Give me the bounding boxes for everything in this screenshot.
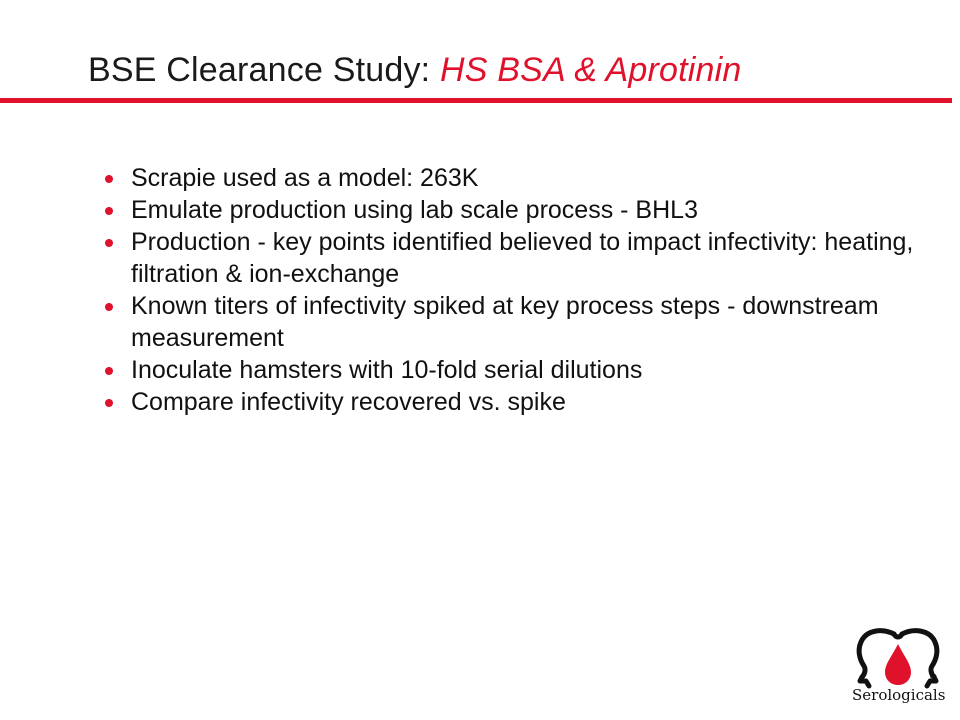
bullet-text: Known titers of infectivity spiked at key process steps - downstream measurement [131,292,879,352]
bullet-dot-icon [105,367,113,375]
bullet-text: Compare infectivity recovered vs. spike [131,388,566,416]
bullet-list [102,162,922,418]
bullet-item [102,162,922,194]
bullet-dot-icon [105,175,113,183]
bullet-dot-icon [105,239,113,247]
registered-mark: ® [930,672,937,682]
slide-title-accent: HS BSA & Aprotinin [439,51,742,89]
title-divider [0,98,952,103]
slide-title [88,48,742,92]
bullet-item [102,290,922,354]
bullet-text: Scrapie used as a model: 263K [131,164,479,192]
bullet-item [102,354,922,386]
bullet-text: Emulate production using lab scale process - BHL3 [131,196,698,224]
bullet-text: Production - key points identified believed to impact infectivity: heating, filtration & ion-exchange [131,228,914,288]
logo-wordmark: Serologicals [852,686,946,704]
bullet-item [102,386,922,418]
bullet-dot-icon [105,303,113,311]
bullet-dot-icon [105,399,113,407]
bullet-item [102,226,922,290]
bullet-text: Inoculate hamsters with 10-fold serial dilutions [131,356,643,384]
slide-title-main: BSE Clearance Study: [88,51,440,89]
bullet-dot-icon [105,207,113,215]
bullet-item [102,194,922,226]
